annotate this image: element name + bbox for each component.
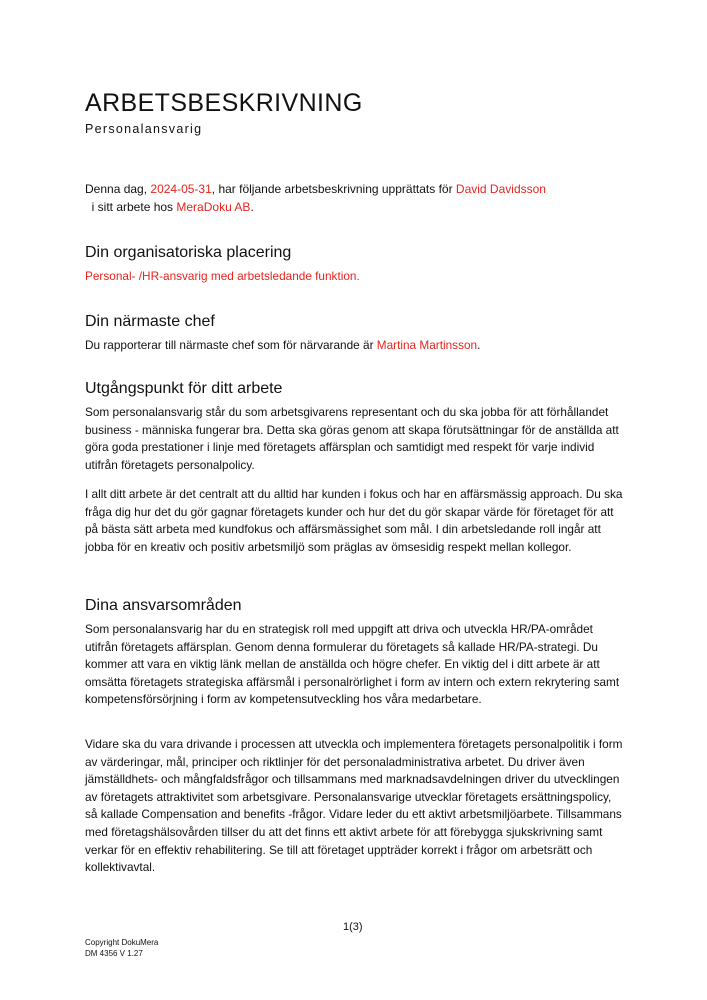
copyright-text: Copyright DokuMera	[85, 938, 159, 947]
placement-value: Personal- /HR-ansvarig med arbetsledande funktion.	[85, 269, 360, 283]
document-title: ARBETSBESKRIVNING	[85, 89, 363, 117]
employee-name: David Davidsson	[455, 182, 546, 196]
intro-date: 2024-05-31	[150, 182, 212, 196]
heading-manager: Din närmaste chef	[85, 313, 215, 330]
heading-responsibilities: Dina ansvarsområden	[85, 597, 242, 614]
responsibilities-paragraph-2: Vidare ska du vara drivande i processen att utveckla och implementera företagets personalpolitik i form av värderingar, mål, principer och riktlinjer för det personaladministrativa arbetet. Du driver även jämställdhets- och mångfaldsfrågor och tillsammans med marknadsavdelningen driver du utvecklingen av företagets attraktivitet som arbetsgivare. Personalansvarige utvecklar företagets ersättningspolicy, så kallade Compensation and benefits -frågor. Vidare leder du ett aktivt arbetsmiljöarbete. Tillsammans med företagshälsovården tillser du att det finns ett aktivt arbete för att förebygga sjukskrivning samt verkar för en effektiv rehabilitering. Se till att företaget uppträder korrekt i frågor om arbetsrätt och kollektivavtal.	[85, 737, 623, 875]
heading-starting-point: Utgångspunkt för ditt arbete	[85, 380, 283, 397]
intro-paragraph: Denna dag, 2024-05-31, har följande arbetsbeskrivning upprättats för David Davidsson i sitt arbete hos MeraDoku AB.	[85, 182, 546, 214]
document-subtitle: Personalansvarig	[85, 122, 203, 136]
manager-paragraph: Du rapporterar till närmaste chef som för närvarande är Martina Martinsson.	[85, 338, 481, 352]
heading-placement: Din organisatoriska placering	[85, 244, 292, 261]
manager-name: Martina Martinsson	[376, 338, 478, 352]
document-id: DM 4356 V 1.27	[85, 949, 143, 958]
footer-copyright	[85, 937, 158, 959]
responsibilities-paragraph-1: Som personalansvarig har du en strategisk roll med uppgift att driva och utveckla HR/PA-området utifrån företagets affärsplan. Genom denna formulerar du företagets så kallade HR/PA-strategi. Du kommer att vara en viktig länk mellan de anställda och högre chefer. En viktig del i ditt arbete är att omsätta företagets strategiska affärsmål i personalrörlighet i form av intern och extern rekrytering samt kompetensförsörjning i form av kompetensutveckling hos våra medarbetare.	[85, 622, 620, 707]
starting-point-paragraph-1: Som personalansvarig står du som arbetsgivarens representant och du ska jobba för att förhållandet business - människa fungerar bra. Detta ska göras genom att skapa förutsättningar för de anställda att göra goda prestationer i linje med företagets affärsplan och samtidigt med respekt för varje individ utifrån företagets personalpolicy.	[85, 405, 619, 472]
page-number: 1(3)	[343, 921, 363, 933]
company-name: MeraDoku AB	[176, 200, 251, 214]
starting-point-paragraph-2: I allt ditt arbete är det centralt att du alltid har kunden i fokus och har en affärsmässig approach. Du ska fråga dig hur det du gör gagnar företagets kunder och hur det du gör skapar värde för företaget för att på bästa sätt arbeta med kundfokus och affärsmässighet som mål. I din arbetsledande roll ingår att jobba för en kreativ och positiv arbetsmiljö som präglas av ömsesidig respekt mellan kollegor.	[85, 487, 623, 554]
